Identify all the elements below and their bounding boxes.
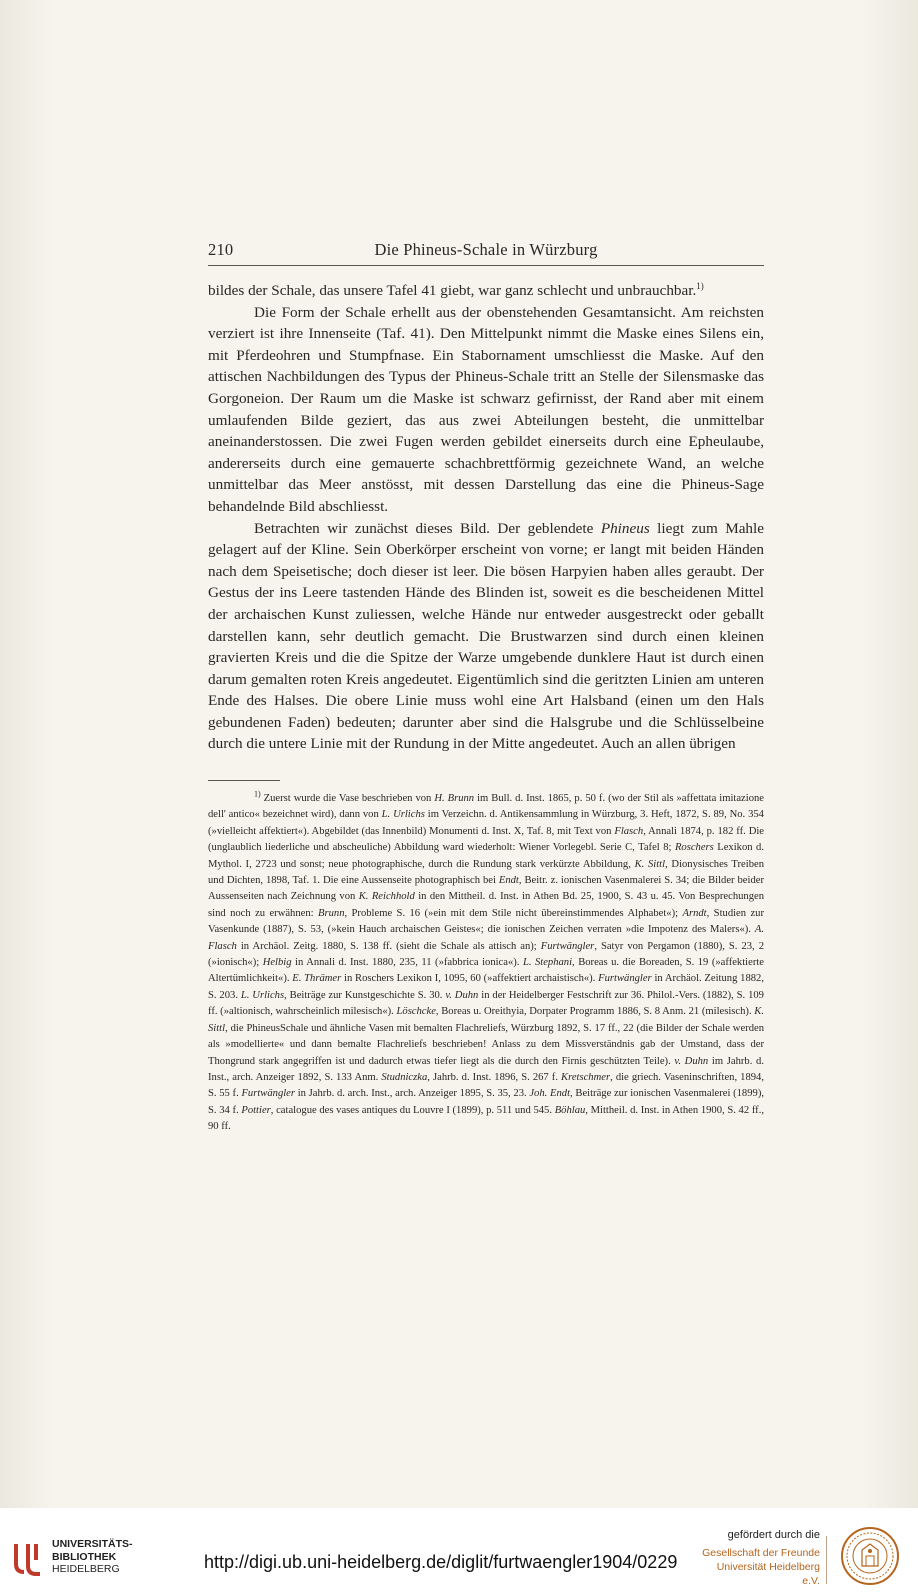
cited-author: v. Duhn xyxy=(445,989,479,1001)
paragraph-1: bildes der Schale, das unsere Tafel 41 giebt, war ganz schlecht und unbrauchbar.$^{1)}$ xyxy=(208,280,704,299)
footnote-ref[interactable]: 1) xyxy=(696,280,704,291)
running-title: Die Phineus-Schale in Würzburg xyxy=(374,240,598,259)
paragraph-2: Die Form der Schale erhellt aus der obenstehenden Gesamtansicht. Am reichsten verziert ist ihre Innenseite (Taf. 41). Den Mittelpunkt nimmt die Maske eines Silens ein, mit Pferdeohren und Stumpfnase. Ein Stabornament umschliesst die Maske. Auf den attischen Nachbildungen des Typus der Phineus-Schale tritt an Stelle der Silensmaske das Gorgoneion. Der Raum um die Maske ist schwarz gefirnisst, der Rand aber mit einem umlaufenden Bilde geziert, das aus zwei Abteilungen besteht, die unmittelbar aneinanderstossen. Die zwei Fugen werden gebildet einerseits durch eine Epheulaube, andererseits durch eine gemauerte schachbrettförmig gezeichnete Wand, an welche unmittelbar das Meer anstösst, mit dessen Darstellung das eine die Phineus-Sage behandelnde Bild abschliesst. xyxy=(208,303,764,515)
cited-author: A. Flasch xyxy=(208,924,764,952)
main-text xyxy=(208,280,764,755)
footnote-segment: , Mittheil. d. Inst. in Athen 1900, S. 42 ff., 90 ff. xyxy=(208,1104,764,1133)
footnote-segment: , Jahrb. d. Inst. 1896, S. 267 f. xyxy=(427,1071,562,1083)
cited-author: Furtwängler xyxy=(241,1088,296,1100)
footnote-segment: , die griech. Vaseninschriften, 1894, S. 55 f. xyxy=(208,1071,765,1100)
footnote-segment: im Jahrb. d. Inst., arch. Anzeiger 1892, S. 133 Anm. xyxy=(208,1055,764,1083)
footnote-segment: im Verzeichn. d. Antikensammlung in Würzburg, 3. Heft, 1872, S. 89, No. 354 (»vielleicht affektiert«). Abgebildet (das Innenbild) Monumenti d. Inst. X, Taf. 8, mit Text von xyxy=(208,809,764,837)
cited-author: K. Sittl xyxy=(208,1006,765,1034)
cited-author: Furtwängler xyxy=(540,940,595,952)
cited-author: Arndt xyxy=(682,907,707,919)
footnote-text xyxy=(208,793,764,1132)
sponsor-block[interactable]: gefördert durch die Gesellschaft der Freunde Universität Heidelberg e.V. xyxy=(702,1529,820,1587)
footnote-segment: in der Heidelberger Festschrift zur 36. Philol.-Vers. (1882), S. 109 ff. (»altionisch, wahrscheinlich milesisch«). xyxy=(208,989,764,1018)
footnote-segment: , Satyr von Pergamon (1880), S. 23, 2 (»ionisch«); xyxy=(208,940,764,969)
permalink-url[interactable]: http://digi.ub.uni-heidelberg.de/diglit/furtwaengler1904/0229 xyxy=(204,1552,678,1572)
name-phineus: Phineus xyxy=(600,519,650,537)
footnote-segment: in den Mittheil. d. Inst. in Athen Bd. 25, 1900, S. 43 u. 45. Von Besprechungen sind noch zu erwähnen: xyxy=(208,891,765,919)
page-number: 210 xyxy=(208,240,234,259)
cited-author: Studniczka xyxy=(381,1071,428,1083)
footnote-segment: , Probleme S. 16 (»ein mit dem Stile nicht übereinstimmendes Alphabet«); xyxy=(344,907,683,919)
footnote-segment: in Archäol. Zeitung 1882, S. 203. xyxy=(208,973,764,1001)
footnote-segment: , Studien zur Vasenkunde (1887), S. 53, (»kein Hauch archaischen Geistes«; die ionischen Zeichen verraten »die Impotenz des Malers«). xyxy=(208,907,764,936)
paragraph-3: Betrachten wir zunächst dieses Bild. Der geblendete Phineus liegt zum Mahle gelagert auf der Kline. Sein Oberkörper erscheint von vorne; er langt mit beiden Händen nach dem Speisetische; doch dieser ist leer. Die bösen Harpyien haben alles geraubt. Der Gestus der ins Leere tastenden Hände des Blinden ist, soweit es die bescheidenen Mittel der archaischen Kunst zuliessen, welche Hände nur entweder ausgestreckt oder geballt darstellen kann, sehr deutlich gemacht. Die Brustwarzen sind durch einen kleinen gravierten Kreis und die die Spitze der Warze umgebende dunklere Haut ist durch einen darum gemalten roten Kreis angedeutet. Eigentümlich sind die geritzten Linien am unteren Ende des Halses. Die obere Linie muss wohl eine Art Halsband (einen um den Hals gebundenen Faden) bedeuten; darunter aber sind die Halsgrube und die Schlüsselbeine durch die untere Linie mit der Rundung in der Mitte angedeutet. Auch an allen übrigen xyxy=(208,519,764,753)
footnote-rule xyxy=(208,780,280,781)
cited-author: Flasch xyxy=(614,825,644,837)
cited-author: K. Sittl xyxy=(634,858,666,870)
cited-author: L. Urlichs xyxy=(381,809,425,821)
footnote-segment: , catalogue des vases antiques du Louvre I (1899), p. 511 und 545. xyxy=(270,1104,555,1116)
footnote-segment: , Dionysisches Treiben und Dichten, 1898, Taf. 1. Die eine Aussenseite photographisch bei xyxy=(208,858,764,887)
cited-author: Löschcke xyxy=(396,1006,436,1018)
cited-author: Kretschmer xyxy=(561,1071,611,1083)
footnote-segment: , Annali 1874, p. 182 ff. Die (unglaublich liederliche und abscheuliche) Abbildung ward wiederholt: Wiener Vorlegebl. Serie C, Tafel 8; xyxy=(208,825,764,854)
footnote-1 xyxy=(208,791,764,1136)
footnote-segment: , Boreas u. Oreithyia, Dorpater Programm 1886, S. 8 Anm. 21 (milesisch). xyxy=(435,1006,755,1018)
header-rule xyxy=(208,265,764,266)
footnote-segment: , Beiträge zur ionischen Vasenmalerei (1899), S. 34 f. xyxy=(208,1088,764,1116)
cited-author: Pottier xyxy=(241,1104,271,1116)
cited-author: H. Brunn xyxy=(434,793,475,804)
footnote-segment: im Bull. d. Inst. 1865, p. 50 f. (wo der Stil als »affettata imitazione dell' antico« bezeichnet wird), dann von xyxy=(208,793,765,821)
cited-author: L. Urlichs xyxy=(240,989,285,1001)
cited-author: K. Reichhold xyxy=(358,891,415,903)
footnote-segment: in Annali d. Inst. 1880, 235, 11 (»fabbrica ionica«). xyxy=(291,957,523,969)
footnote-segment: , die PhineusSchale und ähnliche Vasen mit bemalten Flachreliefs, Würzburg 1892, S. 17 ff., 22 (die Bilder der Schale werden als »modellierte« und dann bemalte Flachreliefs beschrieben! Anlass zu dem Missverständnis gab der Umstand, dass der Thongrund stark angegriffen ist und dadurch etwas tiefer liegt als die durch den Firnis geschützten Teile). xyxy=(208,1022,764,1067)
cited-author: E. Thrämer xyxy=(292,973,342,985)
cited-author: v. Duhn xyxy=(674,1055,709,1067)
cited-author: Furtwängler xyxy=(598,973,652,985)
footnote-marker: 1) xyxy=(254,789,261,799)
footnote-segment: Zuerst wurde die Vase beschrieben von xyxy=(260,793,435,804)
footnote-segment: in Archäol. Zeitg. 1880, S. 138 ff. (sieht die Schale als attisch an); xyxy=(236,940,541,952)
footnote-segment: , Beitr. z. ionischen Vasenmalerei S. 34; die Bilder beider Aussenseiten nach Zeichnung von xyxy=(208,875,764,903)
cited-author: Brunn xyxy=(318,907,345,919)
footnote-segment: Lexikon d. Mythol. I, 2723 und sonst; neue photographische, durch die Rundung stark verkürzte Abbildung, xyxy=(208,842,764,870)
cited-author: Helbig xyxy=(262,957,292,969)
cited-author: Endt xyxy=(498,875,519,887)
cited-author: Böhlau xyxy=(554,1104,586,1116)
footnote-segment: in Roschers Lexikon I, 1095, 60 (»affektiert archaistisch«). xyxy=(341,973,599,985)
footnote-segment: , Beiträge zur Kunstgeschichte S. 30. xyxy=(284,989,446,1001)
cited-author: Roschers xyxy=(674,842,714,854)
library-name[interactable]: UNIVERSITÄTS- BIBLIOTHEK HEIDELBERG xyxy=(52,1538,133,1575)
cited-author: Joh. Endt xyxy=(529,1088,571,1100)
footnote-segment: , Boreas u. die Boreaden, S. 19 (»affektierte Altertümlichkeit«). xyxy=(208,957,764,985)
cited-author: L. Stephani xyxy=(522,957,573,969)
footnote-segment: in Jahrb. d. arch. Inst., arch. Anzeiger 1895, S. 35, 23. xyxy=(295,1088,530,1100)
